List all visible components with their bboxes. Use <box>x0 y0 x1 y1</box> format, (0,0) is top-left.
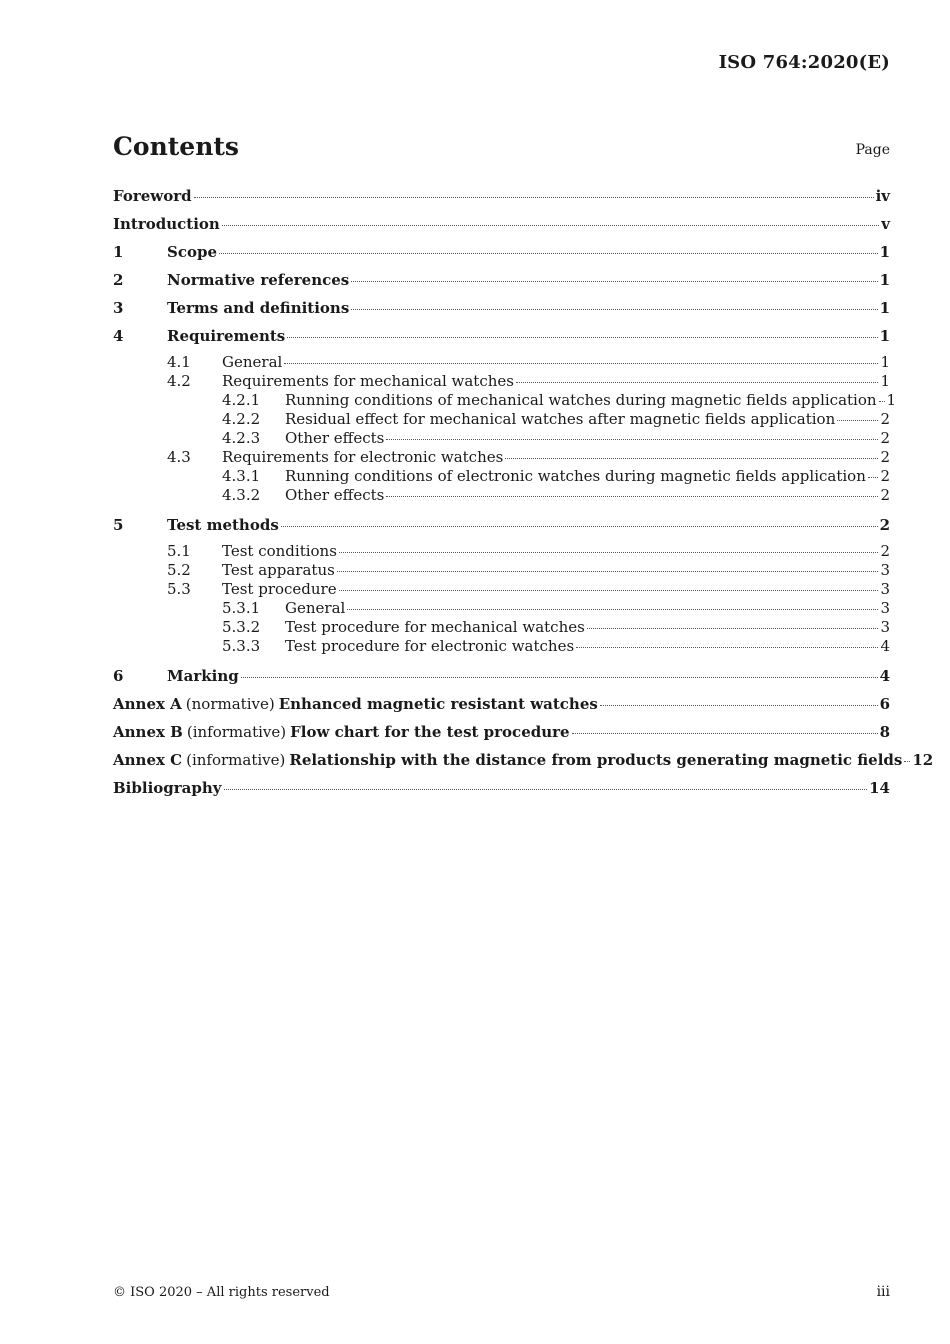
toc-entry-page: 12 <box>912 751 934 769</box>
toc-entry-number: 1 <box>113 243 124 261</box>
toc-leader-dots <box>224 789 868 790</box>
toc-entry-number: 4.2.2 <box>222 410 261 428</box>
toc-entry-page: 6 <box>879 695 890 713</box>
toc-entry[interactable] <box>113 185 890 213</box>
toc-leader-dots <box>879 401 885 402</box>
page-number: iii <box>876 1284 890 1300</box>
toc-entry[interactable] <box>113 580 890 599</box>
toc-entry[interactable] <box>113 353 890 372</box>
toc-entry[interactable] <box>113 693 890 721</box>
toc-entry-page: 3 <box>880 580 890 598</box>
toc-entry-title: Other effects <box>285 429 385 447</box>
toc-entry-page: 1 <box>879 243 890 261</box>
toc-entry-title: Requirements <box>167 327 286 345</box>
toc-entry[interactable] <box>113 372 890 391</box>
toc-entry[interactable] <box>113 391 897 410</box>
toc-entry[interactable] <box>113 665 890 693</box>
toc-entry-page: 2 <box>879 516 890 534</box>
toc-entry-title: Running conditions of mechanical watches during magnetic fields application <box>285 391 877 409</box>
toc-entry[interactable] <box>113 410 890 429</box>
toc-entry-title: General <box>285 599 346 617</box>
toc-entry[interactable] <box>113 749 934 777</box>
toc-entry-title: Enhanced magnetic resistant watches <box>278 695 598 713</box>
toc-entry-number: 4.3 <box>167 448 191 466</box>
toc-entry-page: 1 <box>879 299 890 317</box>
toc-entry-number: 3 <box>113 299 124 317</box>
toc-leader-dots <box>572 733 878 734</box>
toc-entry-title: Residual effect for mechanical watches after magnetic fields application <box>285 410 836 428</box>
toc-leader-dots <box>241 677 878 678</box>
toc-entry-page: 1 <box>880 372 890 390</box>
toc-leader-dots <box>351 281 877 282</box>
toc-entry-title: Flow chart for the test procedure <box>290 723 570 741</box>
toc-entry-number: 6 <box>113 667 124 685</box>
toc-leader-dots <box>339 552 879 553</box>
toc-entry-annex-kind: (informative) <box>186 751 286 769</box>
toc-entry-number: 4.2.3 <box>222 429 261 447</box>
toc-entry-title: Normative references <box>167 271 350 289</box>
toc-entry-number: 4.3.1 <box>222 467 261 485</box>
toc-entry-number: 5.3.3 <box>222 637 261 655</box>
toc-leader-dots <box>222 225 879 226</box>
page-column-label: Page <box>855 142 890 158</box>
toc-entry-title: Test procedure for mechanical watches <box>285 618 585 636</box>
toc-entry-title: Introduction <box>113 215 220 233</box>
toc-entry-page: 2 <box>880 486 890 504</box>
toc-entry-title: Terms and definitions <box>167 299 350 317</box>
toc-leader-dots <box>337 571 879 572</box>
toc-leader-dots <box>287 337 877 338</box>
toc-entry-title: Test apparatus <box>222 561 335 579</box>
toc-leader-dots <box>837 420 878 421</box>
toc-leader-dots <box>347 609 878 610</box>
toc-entry-number: 4.3.2 <box>222 486 261 504</box>
toc-entry-title: Test methods <box>167 516 279 534</box>
toc-entry[interactable] <box>113 325 890 353</box>
toc-entry-title: Requirements for electronic watches <box>222 448 504 466</box>
page-title: Contents <box>113 132 240 161</box>
toc-leader-dots <box>516 382 878 383</box>
toc-entry-title: Foreword <box>113 187 192 205</box>
toc-entry-title: Requirements for mechanical watches <box>222 372 514 390</box>
toc-entry-number: 5.2 <box>167 561 191 579</box>
toc-entry[interactable] <box>113 429 890 448</box>
toc-entry-title: Test procedure <box>222 580 337 598</box>
toc-entry-page: 3 <box>880 599 890 617</box>
toc-entry-title: Marking <box>167 667 239 685</box>
toc-entry[interactable] <box>113 467 890 486</box>
toc-entry-annex-kind: (informative) <box>186 723 287 741</box>
toc-leader-dots <box>194 197 874 198</box>
toc-leader-dots <box>219 253 878 254</box>
toc-leader-dots <box>868 477 879 478</box>
toc-entry-number: 4.1 <box>167 353 191 371</box>
toc-leader-dots <box>281 526 878 527</box>
toc-entry[interactable] <box>113 721 890 749</box>
toc-leader-dots <box>576 647 878 648</box>
toc-entry-number: 5 <box>113 516 124 534</box>
toc-entry[interactable] <box>113 486 890 505</box>
toc-entry[interactable] <box>113 618 890 637</box>
toc-entry-page: 8 <box>879 723 890 741</box>
toc-entry-page: 3 <box>880 561 890 579</box>
toc-entry[interactable] <box>113 269 890 297</box>
toc-entry-page: iv <box>875 187 890 205</box>
toc-leader-dots <box>351 309 877 310</box>
toc-entry[interactable] <box>113 297 890 325</box>
toc-entry[interactable] <box>113 542 890 561</box>
toc-entry-annex-kind: (normative) <box>185 695 275 713</box>
toc-entry-number: 5.1 <box>167 542 191 560</box>
toc-entry-number: 4.2 <box>167 372 191 390</box>
toc-entry[interactable] <box>113 599 890 618</box>
document-id: ISO 764:2020(E) <box>718 52 890 73</box>
toc-entry-page: 14 <box>869 779 890 797</box>
toc-entry-page: 1 <box>886 391 897 409</box>
toc-entry[interactable] <box>113 777 890 805</box>
toc-entry-title: Test conditions <box>222 542 337 560</box>
toc-entry-page: 1 <box>879 327 890 345</box>
toc-entry-page: v <box>881 215 890 233</box>
toc-entry-number: 5.3.1 <box>222 599 261 617</box>
toc-entry-page: 3 <box>880 618 890 636</box>
toc-entry[interactable] <box>113 213 890 241</box>
toc-entry[interactable] <box>113 637 890 656</box>
toc-leader-dots <box>904 761 910 762</box>
toc-entry-title: Other effects <box>285 486 385 504</box>
toc-entry-title: Test procedure for electronic watches <box>285 637 575 655</box>
toc-leader-dots <box>339 590 879 591</box>
toc-entry-title: Running conditions of electronic watches during magnetic fields application <box>285 467 866 485</box>
toc-entry-page: 1 <box>879 271 890 289</box>
toc-leader-dots <box>587 628 879 629</box>
toc-entry-annex: Annex C <box>113 751 183 769</box>
copyright-notice: © ISO 2020 – All rights reserved <box>113 1285 330 1300</box>
toc-entry-title: Scope <box>167 243 218 261</box>
toc-leader-dots <box>284 363 878 364</box>
toc-entry-annex: Annex A <box>113 695 182 713</box>
toc-entry-number: 5.3.2 <box>222 618 261 636</box>
toc-entry-page: 2 <box>880 410 890 428</box>
toc-entry-number: 2 <box>113 271 124 289</box>
toc-entry-title: Relationship with the distance from products generating magnetic fields <box>289 751 903 769</box>
table-of-contents <box>113 185 934 805</box>
toc-entry-page: 4 <box>879 667 890 685</box>
toc-entry[interactable] <box>113 241 890 269</box>
toc-entry-number: 4 <box>113 327 124 345</box>
toc-entry[interactable] <box>113 448 890 467</box>
toc-entry-page: 2 <box>880 467 890 485</box>
toc-entry-number: 4.2.1 <box>222 391 261 409</box>
toc-entry-page: 4 <box>880 637 890 655</box>
toc-leader-dots <box>386 496 878 497</box>
toc-entry-number: 5.3 <box>167 580 191 598</box>
toc-entry-title: General <box>222 353 283 371</box>
toc-entry-title: Bibliography <box>113 779 222 797</box>
toc-entry-page: 2 <box>880 429 890 447</box>
toc-entry-page: 1 <box>880 353 890 371</box>
toc-entry-page: 2 <box>880 448 890 466</box>
toc-entry-page: 2 <box>880 542 890 560</box>
toc-leader-dots <box>600 705 878 706</box>
toc-entry[interactable] <box>113 514 890 542</box>
toc-leader-dots <box>505 458 878 459</box>
toc-leader-dots <box>386 439 878 440</box>
toc-entry[interactable] <box>113 561 890 580</box>
toc-entry-annex: Annex B <box>113 723 183 741</box>
